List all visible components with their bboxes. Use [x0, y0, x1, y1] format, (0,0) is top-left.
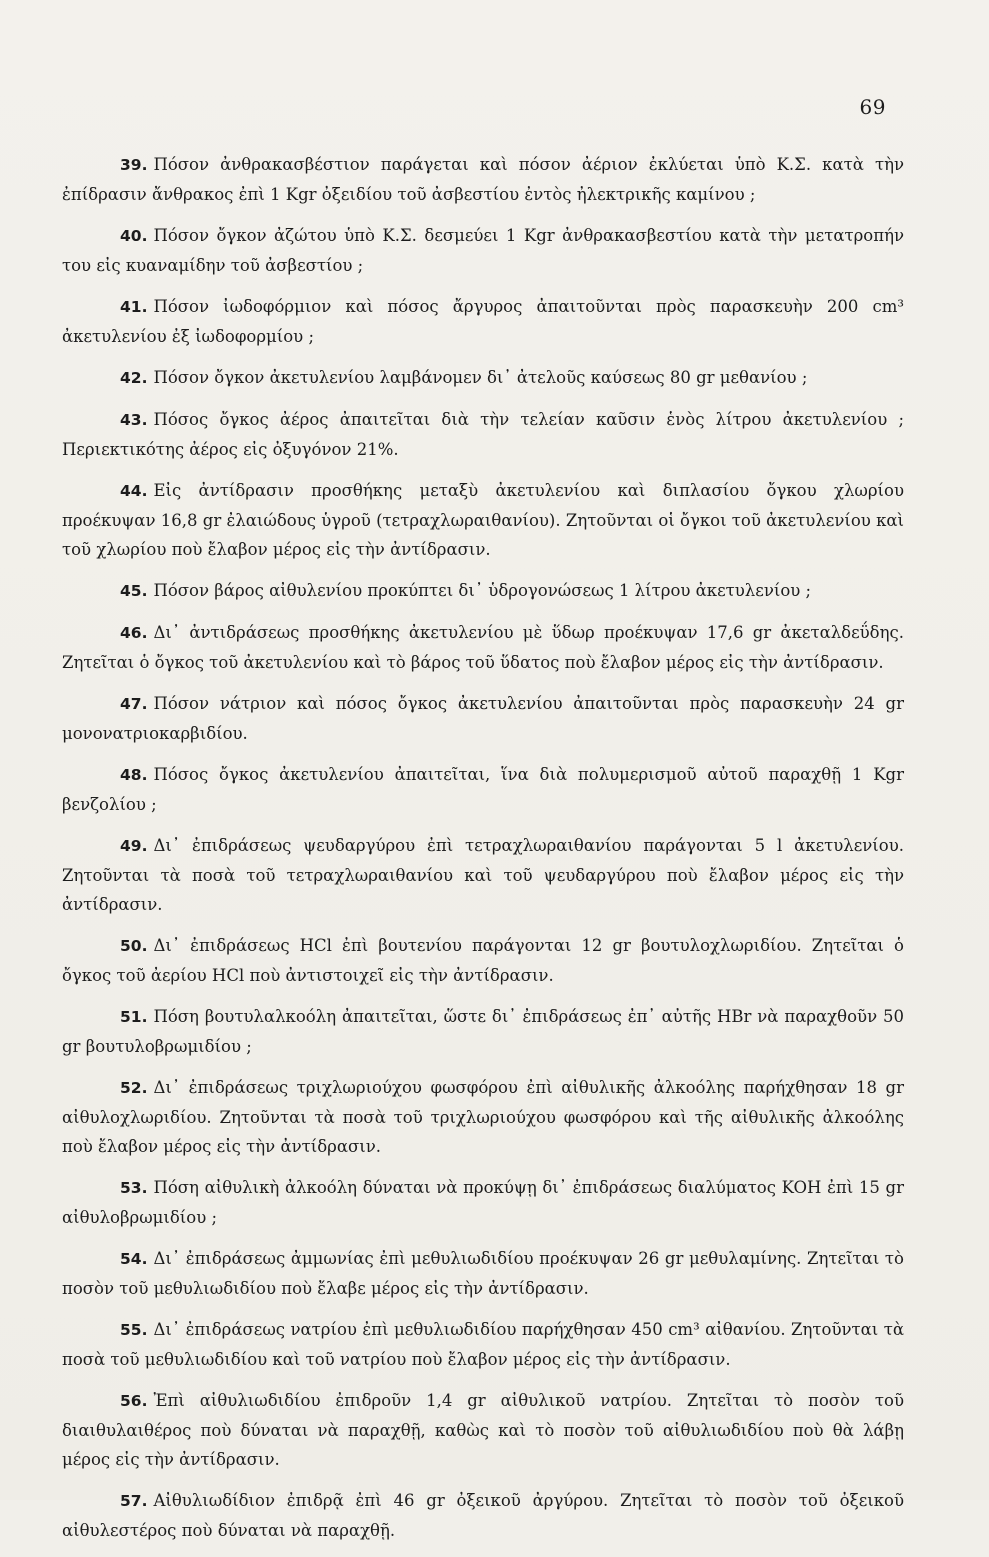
problem-text: Πόση βουτυλαλκοόλη ἀπαιτεῖται, ὥστε δι᾽ ἐπιδράσεως ἐπ᾽ αὐτῆς HBr νὰ παραχθοῦν 50 gr βουτυλοβρωμιδίου ;: [62, 1007, 904, 1056]
problem-number: 52.: [120, 1079, 148, 1097]
problem-number: 53.: [120, 1179, 148, 1197]
problem-text: Πόσον ἰωδοφόρμιον καὶ πόσος ἄργυρος ἀπαιτοῦνται πρὸς παρασκευὴν 200 cm³ ἀκετυλενίου ἐξ ἰωδοφορμίου ;: [62, 297, 904, 346]
problem-number: 42.: [120, 369, 148, 387]
problem-item: [62, 292, 904, 351]
problem-text: Ἐπὶ αἰθυλιωδιδίου ἐπιδροῦν 1,4 gr αἰθυλικοῦ νατρίου. Ζητεῖται τὸ ποσὸν τοῦ διαιθυλαιθέρος ποὺ δύναται νὰ παραχθῇ, καθὼς καὶ τὸ ποσὸν τοῦ αἰθυλιωδιδίου ποὺ θὰ λάβῃ μέρος εἰς τὴν ἀντίδρασιν.: [62, 1391, 904, 1469]
problem-item: [62, 1173, 904, 1232]
problem-number: 43.: [120, 411, 148, 429]
problem-number: 54.: [120, 1250, 148, 1268]
problem-item: [62, 931, 904, 990]
problem-text: Πόσος ὄγκος ἀκετυλενίου ἀπαιτεῖται, ἵνα διὰ πολυμερισμοῦ αὐτοῦ παραχθῇ 1 Kgr βενζολίου ;: [62, 765, 904, 814]
problem-text: Πόσον νάτριον καὶ πόσος ὄγκος ἀκετυλενίου ἀπαιτοῦνται πρὸς παρασκευὴν 24 gr μονονατριοκαρβιδίου.: [62, 694, 904, 743]
problem-item: [62, 405, 904, 464]
problem-text: Δι᾽ ἐπιδράσεως τριχλωριούχου φωσφόρου ἐπὶ αἰθυλικῆς ἀλκοόλης παρήχθησαν 18 gr αἰθυλοχλωριδίου. Ζητοῦνται τὰ ποσὰ τοῦ τριχλωριούχου φωσφόρου καὶ τῆς αἰθυλικῆς ἀλκοόλης ποὺ ἔλαβον μέρος εἰς τὴν ἀντίδρασιν.: [62, 1078, 904, 1156]
problem-item: [62, 1386, 904, 1474]
problem-number: 50.: [120, 937, 148, 955]
problem-text: Αἰθυλιωδίδιον ἐπιδρᾷ ἐπὶ 46 gr ὀξεικοῦ ἀργύρου. Ζητεῖται τὸ ποσὸν τοῦ ὀξεικοῦ αἰθυλεστέρος ποὺ δύναται νὰ παραχθῇ.: [62, 1491, 904, 1540]
problem-item: [62, 150, 904, 209]
problem-text: Εἰς ἀντίδρασιν προσθήκης μεταξὺ ἀκετυλενίου καὶ διπλασίου ὄγκου χλωρίου προέκυψαν 16,8 gr ἐλαιώδους ὑγροῦ (τετραχλωραιθανίου). Ζητοῦνται οἱ ὄγκοι τοῦ ἀκετυλενίου καὶ τοῦ χλωρίου ποὺ ἔλαβον μέρος εἰς τὴν ἀντίδρασιν.: [62, 481, 904, 559]
problem-text: Πόσον βάρος αἰθυλενίου προκύπτει δι᾽ ὑδρογονώσεως 1 λίτρου ἀκετυλενίου ;: [153, 581, 812, 600]
problem-number: 55.: [120, 1321, 148, 1339]
problem-number: 45.: [120, 582, 148, 600]
problem-text: Δι᾽ ἀντιδράσεως προσθήκης ἀκετυλενίου μὲ ὕδωρ προέκυψαν 17,6 gr ἀκεταλδεΰδης. Ζητεῖται ὁ ὄγκος τοῦ ἀκετυλενίου καὶ τὸ βάρος τοῦ ὕδατος ποὺ ἔλαβον μέρος εἰς τὴν ἀντίδρασιν.: [62, 623, 904, 672]
problem-item: [62, 363, 904, 393]
problem-text: Δι᾽ ἐπιδράσεως ἀμμωνίας ἐπὶ μεθυλιωδιδίου προέκυψαν 26 gr μεθυλαμίνης. Ζητεῖται τὸ ποσὸν τοῦ μεθυλιωδιδίου ποὺ ἔλαβε μέρος εἰς τὴν ἀντίδρασιν.: [62, 1249, 904, 1298]
problem-text: Δι᾽ ἐπιδράσεως ψευδαργύρου ἐπὶ τετραχλωραιθανίου παράγονται 5 l ἀκετυλενίου. Ζητοῦνται τὰ ποσὰ τοῦ τετραχλωραιθανίου καὶ τοῦ ψευδαργύρου ποὺ ἔλαβον μέρος εἰς τὴν ἀντίδρασιν.: [62, 836, 904, 914]
problem-number: 51.: [120, 1008, 148, 1026]
problem-item: [62, 689, 904, 748]
problem-number: 40.: [120, 227, 148, 245]
problem-text: Πόσον ὄγκον ἀζώτου ὑπὸ Κ.Σ. δεσμεύει 1 Kgr ἀνθρακασβεστίου κατὰ τὴν μετατροπήν του εἰς κυαναμίδην τοῦ ἀσβεστίου ;: [62, 226, 904, 275]
problem-number: 57.: [120, 1492, 148, 1510]
problem-item: [62, 831, 904, 919]
problem-text: Δι᾽ ἐπιδράσεως HCl ἐπὶ βουτενίου παράγονται 12 gr βουτυλοχλωριδίου. Ζητεῖται ὁ ὄγκος τοῦ ἀερίου HCl ποὺ ἀντιστοιχεῖ εἰς τὴν ἀντίδρασιν.: [62, 936, 904, 985]
page-number: 69: [859, 95, 886, 119]
problem-item: [62, 1486, 904, 1545]
problem-text: Πόση αἰθυλικὴ ἀλκοόλη δύναται νὰ προκύψῃ δι᾽ ἐπιδράσεως διαλύματος KOH ἐπὶ 15 gr αἰθυλοβρωμιδίου ;: [62, 1178, 904, 1227]
problem-item: [62, 476, 904, 564]
problem-item: [62, 1315, 904, 1374]
problem-text: Δι᾽ ἐπιδράσεως νατρίου ἐπὶ μεθυλιωδιδίου παρήχθησαν 450 cm³ αἰθανίου. Ζητοῦνται τὰ ποσὰ τοῦ μεθυλιωδιδίου καὶ τοῦ νατρίου ποὺ ἔλαβον μέρος εἰς τὴν ἀντίδρασιν.: [62, 1320, 904, 1369]
problem-number: 39.: [120, 156, 148, 174]
problem-item: [62, 1073, 904, 1161]
problem-item: [62, 1244, 904, 1303]
problem-item: [62, 576, 904, 606]
problem-number: 56.: [120, 1392, 148, 1410]
problem-number: 41.: [120, 298, 148, 316]
problem-number: 49.: [120, 837, 148, 855]
problem-item: [62, 1002, 904, 1061]
problem-number: 44.: [120, 482, 148, 500]
problem-number: 46.: [120, 624, 148, 642]
problem-number: 48.: [120, 766, 148, 784]
problem-text: Πόσον ὄγκον ἀκετυλενίου λαμβάνομεν δι᾽ ἀτελοῦς καύσεως 80 gr μεθανίου ;: [153, 368, 808, 387]
problem-item: [62, 221, 904, 280]
problem-text: Πόσος ὄγκος ἀέρος ἀπαιτεῖται διὰ τὴν τελείαν καῦσιν ἑνὸς λίτρου ἀκετυλενίου ; Περιεκτικότης ἀέρος εἰς ὀξυγόνον 21%.: [62, 410, 904, 459]
problem-number: 47.: [120, 695, 148, 713]
problem-text: Πόσον ἀνθρακασβέστιον παράγεται καὶ πόσον ἀέριον ἐκλύεται ὑπὸ Κ.Σ. κατὰ τὴν ἐπίδρασιν ἄνθρακος ἐπὶ 1 Kgr ὀξειδίου τοῦ ἀσβεστίου ἐντὸς ἠλεκτρικῆς καμίνου ;: [62, 155, 904, 204]
problem-item: [62, 760, 904, 819]
problem-list: [62, 150, 904, 1557]
problem-item: [62, 618, 904, 677]
